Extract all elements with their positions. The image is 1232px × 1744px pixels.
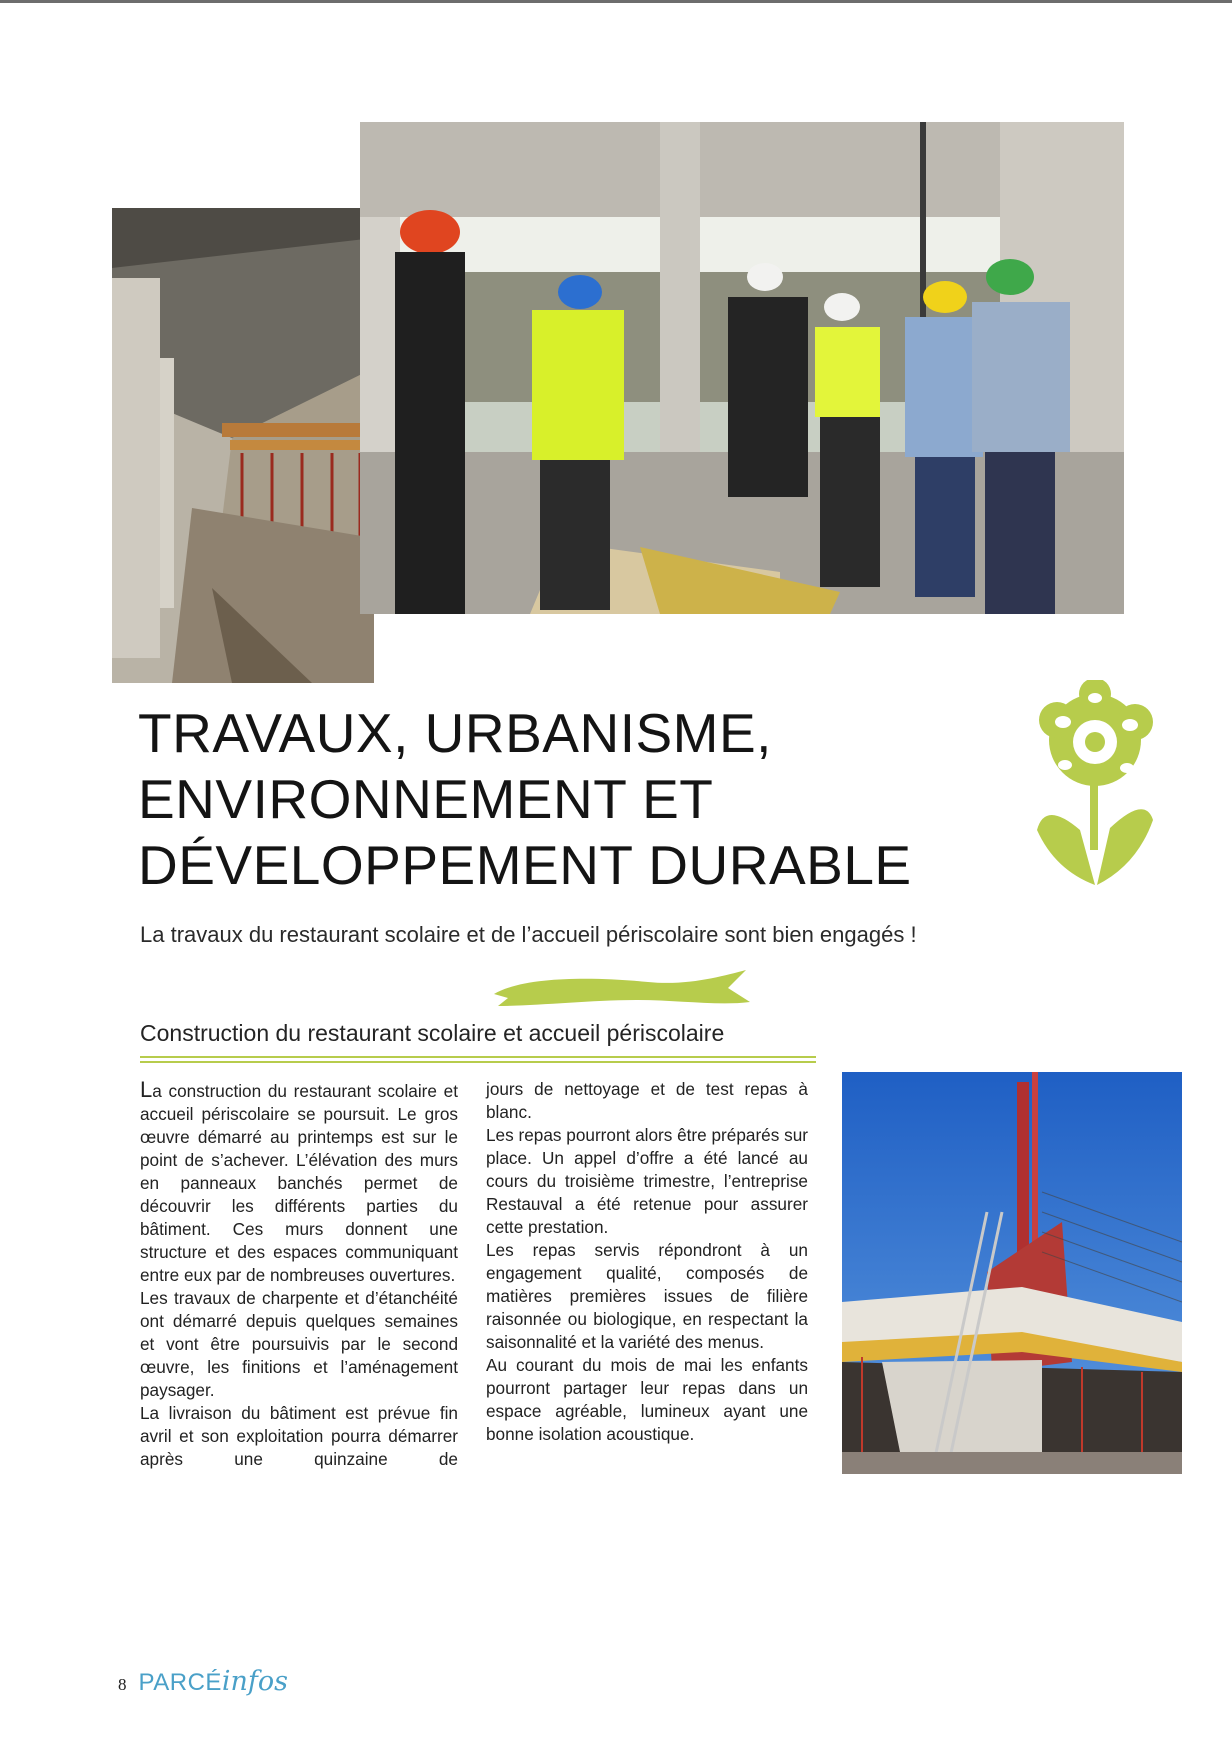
article-paragraph: Les repas pourront alors être préparés sur place. Un appel d’offre a été lancé au cours du troisième trimestre, l’entreprise Restauval a été retenue pour assurer cette prestation. [486,1125,808,1237]
brand-script: infos [221,1666,289,1697]
page-subtitle: La travaux du restaurant scolaire et de l’accueil périscolaire sont bien engagés ! [140,922,917,947]
ribbon-icon [488,966,752,1012]
scaffolding-photo [112,208,374,683]
article-paragraph: Les repas servis répondront à un engagement qualité, composés de matières premières issues de filière raisonnée ou biologique, en respectant la saisonnalité et la variété des menus. [486,1240,808,1352]
section-divider [140,1056,816,1065]
article-paragraph: La livraison du bâtiment est prévue fin avril et son exploitation pourra démarrer après une quinzaine de [140,1403,458,1469]
page-title: TRAVAUX, URBANISME, ENVIRONNEMENT ET DÉVELOPPEMENT DURABLE [138,702,912,896]
article-column-left [140,1078,458,1471]
drop-cap: L [140,1077,153,1102]
section-heading: Construction du restaurant scolaire et accueil périscolaire [140,1020,725,1046]
article-paragraph: jours de nettoyage et de test repas à blanc. [486,1079,808,1122]
article-column-right [486,1078,808,1446]
page-number: 8 [118,1675,127,1694]
building-construction-photo [842,1072,1182,1474]
article-paragraph: Les travaux de charpente et d’étanchéité ont démarré depuis quelques semaines et vont être poursuivis par le second œuvre, les finitions et l’aménagement paysager. [140,1288,458,1400]
article-text: a construction du restaurant scolaire et accueil périscolaire se poursuit. Le gros œuvre démarré au printemps est sur le point de s’achever. L’élévation des murs en panneaux banchés permet de découvrir les différents parties du bâtiment. Ces murs donnent une structure et des espaces communiquant entre eux par de nombreuses ouvertures. [140,1081,458,1285]
magazine-logo [139,1666,289,1697]
article-paragraph: Au courant du mois de mai les enfants pourront partager leur repas dans un espace agréable, lumineux ayant une bonne isolation acoustique. [486,1355,808,1444]
flower-icon [1035,680,1155,895]
brand-name: PARCÉ [138,1669,222,1696]
site-visit-photo [360,122,1124,614]
page-top-border [0,0,1232,3]
article-paragraph [140,1078,458,1287]
page-footer [118,1666,288,1698]
